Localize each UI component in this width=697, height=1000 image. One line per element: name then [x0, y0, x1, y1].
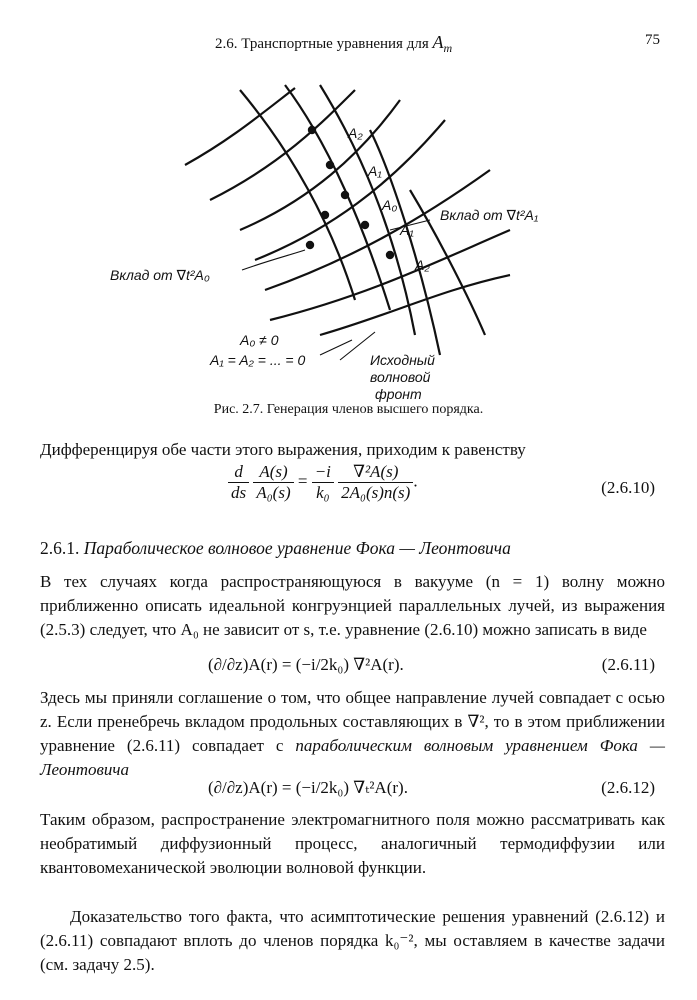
page-number: 75 — [645, 32, 660, 48]
section-number: 2.6.1. — [40, 538, 80, 558]
arrow-node — [342, 192, 349, 199]
label-a2-top: A₂ — [348, 125, 363, 141]
equation-number-2-6-10: (2.6.10) — [601, 478, 655, 497]
label-front-2: волновой — [370, 369, 431, 385]
section-title: Параболическое волновое уравнение Фока — Леонтовича — [83, 538, 511, 558]
equation-2-6-11: (∂/∂z)A(r) = (−i/2k₀) ∇²A(r). — [208, 655, 404, 674]
equation-number-2-6-11: (2.6.11) — [601, 655, 655, 674]
equation-number-2-6-12: (2.6.12) — [601, 778, 655, 797]
header-title: 2.6. Транспортные уравнения для $A_m$ — [215, 32, 453, 55]
section-heading — [40, 536, 665, 560]
leader-cond — [320, 340, 352, 355]
paragraph-4: Доказательство того факта, что асимптотические решения уравнений (2.6.12) и (2.6.11) совпадают вплоть до членов порядка k₀⁻², мы оставляем в качестве задачи (см. задачу 2.5). — [40, 907, 665, 974]
arrow-node — [327, 162, 334, 169]
label-a0: A₀ — [382, 197, 398, 213]
label-contrib-a1: Вклад от ∇t²A₁ — [440, 207, 539, 223]
arrow-node — [307, 242, 314, 249]
arrow-node — [362, 222, 369, 229]
paragraph-2: Здесь мы приняли соглашение о том, что общее направление лучей совпадает с осью z. Если пренебречь вкладом продольных составляющих в ∇², то в этом приближении уравнение (2.6.11) совпадает с параболическим волновым уравнением Фока — Леонтовича — [40, 688, 666, 779]
label-a1-top: A₁ — [368, 163, 382, 179]
arrow-node — [309, 127, 316, 134]
paragraph-1: В тех случаях когда распространяющуюся в вакууме (n = 1) волну можно приближенно описать идеальной конгруэнцией параллельных лучей, из выражения (2.5.3) следует, что A₀ не зависит от s, т.е. уравнение (2.6.10) можно записать в виде — [40, 572, 665, 639]
arrow-node — [387, 252, 394, 259]
label-front-1: Исходный — [370, 352, 435, 368]
arrow-node — [322, 212, 329, 219]
figure-caption: Рис. 2.7. Генерация членов высшего порядка. — [213, 402, 484, 417]
label-a1-bottom: A₁ — [400, 222, 414, 238]
label-cond-1: A₀ ≠ 0 — [240, 332, 279, 348]
equation-2-6-12: (∂/∂z)A(r) = (−i/2k₀) ∇ₜ²A(r). — [208, 778, 408, 797]
figure-wavefront-diagram — [90, 70, 610, 405]
paragraph-3: Таким образом, распространение электромагнитного поля можно рассматривать как необратимый диффузионный процесс, аналогичный термодиффузии или квантовомеханической эволюции волновой функции. — [40, 810, 665, 877]
ray-line — [185, 88, 295, 165]
label-cond-2: A₁ = A₂ = ... = 0 — [210, 352, 306, 368]
label-a2-bottom: A₂ — [415, 257, 430, 273]
equation-2-6-10: $\frac{d}{ds}$ $\frac{A(s)}{\text{A₀(s)}}$ = $\frac{-i}{\text{k₀}}$ $\frac{\text{∇²A(s)}}{\text{2A₀(s)n(s)}}$ . — [228, 462, 418, 503]
label-front-3: фронт — [375, 386, 422, 402]
intro-paragraph: Дифференцируя обе части этого выражения, приходим к равенству — [40, 440, 526, 459]
label-contrib-a0: Вклад от ∇t²A₀ — [110, 267, 210, 283]
wavefront-line — [240, 90, 355, 300]
running-header — [40, 30, 660, 54]
